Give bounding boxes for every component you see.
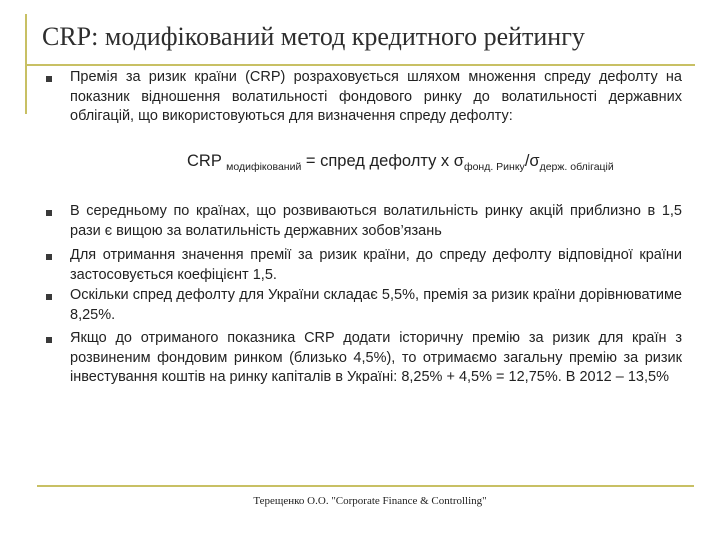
formula-lhs-subscript: модифікований (226, 161, 302, 173)
bullet-paragraph: Оскільки спред дефолту для України складає 5,5%, премія за ризик країни дорівнюватиме 8,25%. (70, 287, 682, 323)
bullet-marker (46, 76, 52, 82)
footer-credit: Терещенко О.О. "Corporate Finance & Controlling" (253, 495, 487, 507)
title-divider (25, 64, 695, 66)
formula-slash-sigma: /σ (524, 152, 540, 170)
intro-paragraph: Премія за ризик країни (CRP) розраховується шляхом множення спреду дефолту на показник відношення волатильності фондового ринку до волатильності державних облігацій, що використовуються для визначення спреду дефолту: (70, 69, 682, 124)
formula-lhs: CRP (187, 152, 222, 170)
formula-sigma-bonds-subscript: держ. облігацій (539, 161, 614, 173)
crp-formula (187, 152, 614, 173)
bullet-paragraph: Якщо до отриманого показника CRP додати історичну премію за ризик для країн з розвиненим фондовим ринком (близько 4,5%), то отримаємо загальну премію за ризик інвестування коштів на ринку капіталів в Україні: 8,25% + 4,5% = 12,75%. В 2012 – 13,5% (70, 330, 682, 385)
bullet-marker (46, 294, 52, 300)
bullet-paragraph: Для отримання значення премії за ризик країни, до спреду дефолту відповідної країни застосовується коефіцієнт 1,5. (70, 247, 682, 283)
bullet-marker (46, 254, 52, 260)
formula-sigma-market-subscript: фонд. Ринку (463, 161, 525, 173)
slide-title: CRP: модифікований метод кредитного рейтингу (42, 22, 585, 51)
footer-divider (37, 485, 694, 487)
bullet-marker (46, 210, 52, 216)
bullet-paragraph: В середньому по країнах, що розвиваються волатильність ринку акцій приблизно в 1,5 рази є вищою за волатильність державних зобов’язань (70, 203, 682, 239)
bullet-marker (46, 337, 52, 343)
formula-middle: = спред дефолту х σ (305, 152, 464, 170)
